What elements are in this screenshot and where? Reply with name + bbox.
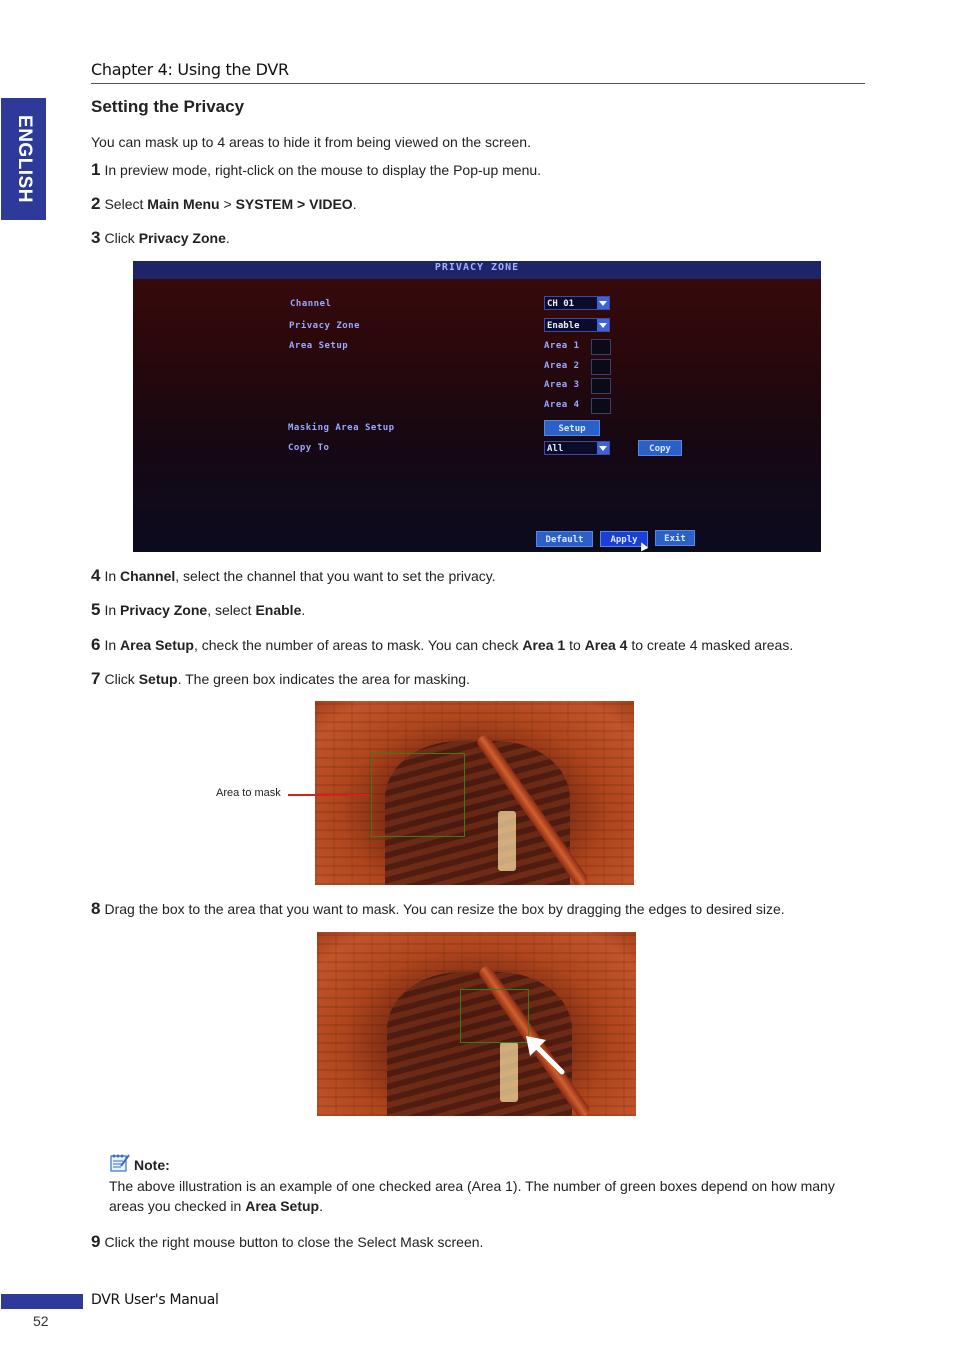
step-1	[91, 160, 541, 180]
light-shape	[498, 811, 516, 871]
note-text-part: .	[319, 1198, 324, 1214]
channel-label: Channel	[290, 299, 332, 309]
step-bold: Main Menu	[147, 196, 220, 212]
step-3	[91, 228, 230, 248]
step-number: 3	[91, 228, 101, 247]
area-3-label: Area 3	[544, 380, 580, 390]
area-1-checkbox[interactable]	[591, 339, 611, 355]
footer-title: DVR User's Manual	[91, 1292, 219, 1308]
dropdown-arrow-icon	[597, 297, 609, 309]
header-divider	[91, 83, 865, 84]
step-number: 7	[91, 669, 101, 688]
callout-label: Area to mask	[216, 787, 281, 799]
channel-select-value: CH 01	[547, 299, 575, 309]
area-setup-label: Area Setup	[289, 341, 349, 351]
step-text: In	[104, 602, 121, 618]
drag-arrow-icon	[522, 1032, 572, 1080]
intro-text: You can mask up to 4 areas to hide it from being viewed on the screen.	[91, 134, 531, 150]
step-number: 5	[91, 600, 101, 619]
step-bold: SYSTEM > VIDEO	[235, 196, 353, 212]
privacy-zone-screenshot	[133, 261, 821, 552]
note-text	[109, 1176, 869, 1216]
copy-to-label: Copy To	[288, 443, 330, 453]
step-bold: Privacy Zone	[120, 602, 208, 618]
note-pad-icon	[109, 1153, 131, 1178]
masking-area-setup-label: Masking Area Setup	[288, 423, 395, 433]
step-text: to create 4 masked areas.	[627, 637, 794, 653]
note-title: Note:	[134, 1157, 170, 1173]
dropdown-arrow-icon	[597, 442, 609, 454]
step-text: . The green box indicates the area for masking.	[177, 671, 470, 687]
step-text: , select the channel that you want to set the privacy.	[175, 568, 496, 584]
step-bold: Area 1	[522, 637, 566, 653]
language-tab-label: ENGLISH	[13, 115, 35, 203]
step-text: .	[301, 602, 306, 618]
note-text-part: The above illustration is an example of one checked area (Area 1). The number of green boxes depend on how many areas you checked in	[109, 1178, 835, 1214]
step-text: .	[352, 196, 357, 212]
step-text: Click the right mouse button to close the Select Mask screen.	[104, 1234, 484, 1250]
step-number: 8	[91, 899, 101, 918]
privacy-zone-label: Privacy Zone	[289, 321, 361, 331]
area-3-checkbox[interactable]	[591, 378, 611, 394]
copy-to-select[interactable]	[544, 441, 610, 455]
step-text: Drag the box to the area that you want to mask. You can resize the box by dragging the edges to desired size.	[104, 901, 785, 917]
step-text: In	[104, 637, 121, 653]
step-6	[91, 635, 793, 655]
step-text: Select	[104, 196, 148, 212]
privacy-zone-select[interactable]	[544, 318, 610, 332]
step-2	[91, 194, 357, 214]
note-text-bold: Area Setup	[245, 1198, 320, 1214]
step-bold: Channel	[120, 568, 176, 584]
page-number: 52	[33, 1313, 49, 1329]
step-text: In	[104, 568, 121, 584]
setup-button[interactable]: Setup	[544, 420, 600, 436]
step-bold: Privacy Zone	[138, 230, 226, 246]
step-number: 2	[91, 194, 101, 213]
step-number: 9	[91, 1232, 101, 1251]
step-number: 4	[91, 566, 101, 585]
step-bold: Area 4	[584, 637, 628, 653]
mask-area-box[interactable]	[460, 989, 529, 1043]
mask-area-box[interactable]	[371, 753, 465, 837]
step-bold: Area Setup	[120, 637, 194, 653]
step-9	[91, 1232, 483, 1252]
exit-button[interactable]: Exit	[655, 530, 695, 546]
footer-bar	[1, 1294, 83, 1309]
stairway-photo-initial	[315, 701, 634, 885]
copy-to-select-value: All	[547, 444, 564, 454]
stairway-photo-dragged	[317, 932, 636, 1116]
area-4-label: Area 4	[544, 400, 580, 410]
copy-button[interactable]: Copy	[638, 440, 682, 456]
section-title: Setting the Privacy	[91, 97, 245, 116]
dropdown-arrow-icon	[597, 319, 609, 331]
chapter-title: Chapter 4: Using the DVR	[91, 60, 289, 79]
step-number: 6	[91, 635, 101, 654]
step-5	[91, 600, 305, 620]
step-text: Click	[104, 671, 139, 687]
dvr-screen-title: PRIVACY ZONE	[133, 261, 821, 279]
callout-line	[288, 794, 370, 796]
area-4-checkbox[interactable]	[591, 398, 611, 414]
step-text: , check the number of areas to mask. You can check	[193, 637, 523, 653]
step-bold: Setup	[138, 671, 178, 687]
language-tab	[1, 98, 46, 220]
light-shape	[500, 1042, 518, 1102]
step-text: >	[219, 196, 236, 212]
area-1-label: Area 1	[544, 341, 580, 351]
step-text: .	[225, 230, 230, 246]
step-text: , select	[207, 602, 256, 618]
channel-select[interactable]	[544, 296, 610, 310]
step-bold: Enable	[255, 602, 302, 618]
privacy-zone-select-value: Enable	[547, 321, 580, 331]
area-2-label: Area 2	[544, 361, 580, 371]
step-4	[91, 566, 496, 586]
step-text: Click	[104, 230, 139, 246]
step-8	[91, 899, 785, 919]
step-7	[91, 669, 470, 689]
step-number: 1	[91, 160, 101, 179]
default-button[interactable]: Default	[536, 531, 593, 547]
step-text: In preview mode, right-click on the mouse to display the Pop-up menu.	[104, 162, 542, 178]
step-text: to	[565, 637, 585, 653]
apply-button[interactable]: Apply	[600, 531, 648, 547]
area-2-checkbox[interactable]	[591, 359, 611, 375]
